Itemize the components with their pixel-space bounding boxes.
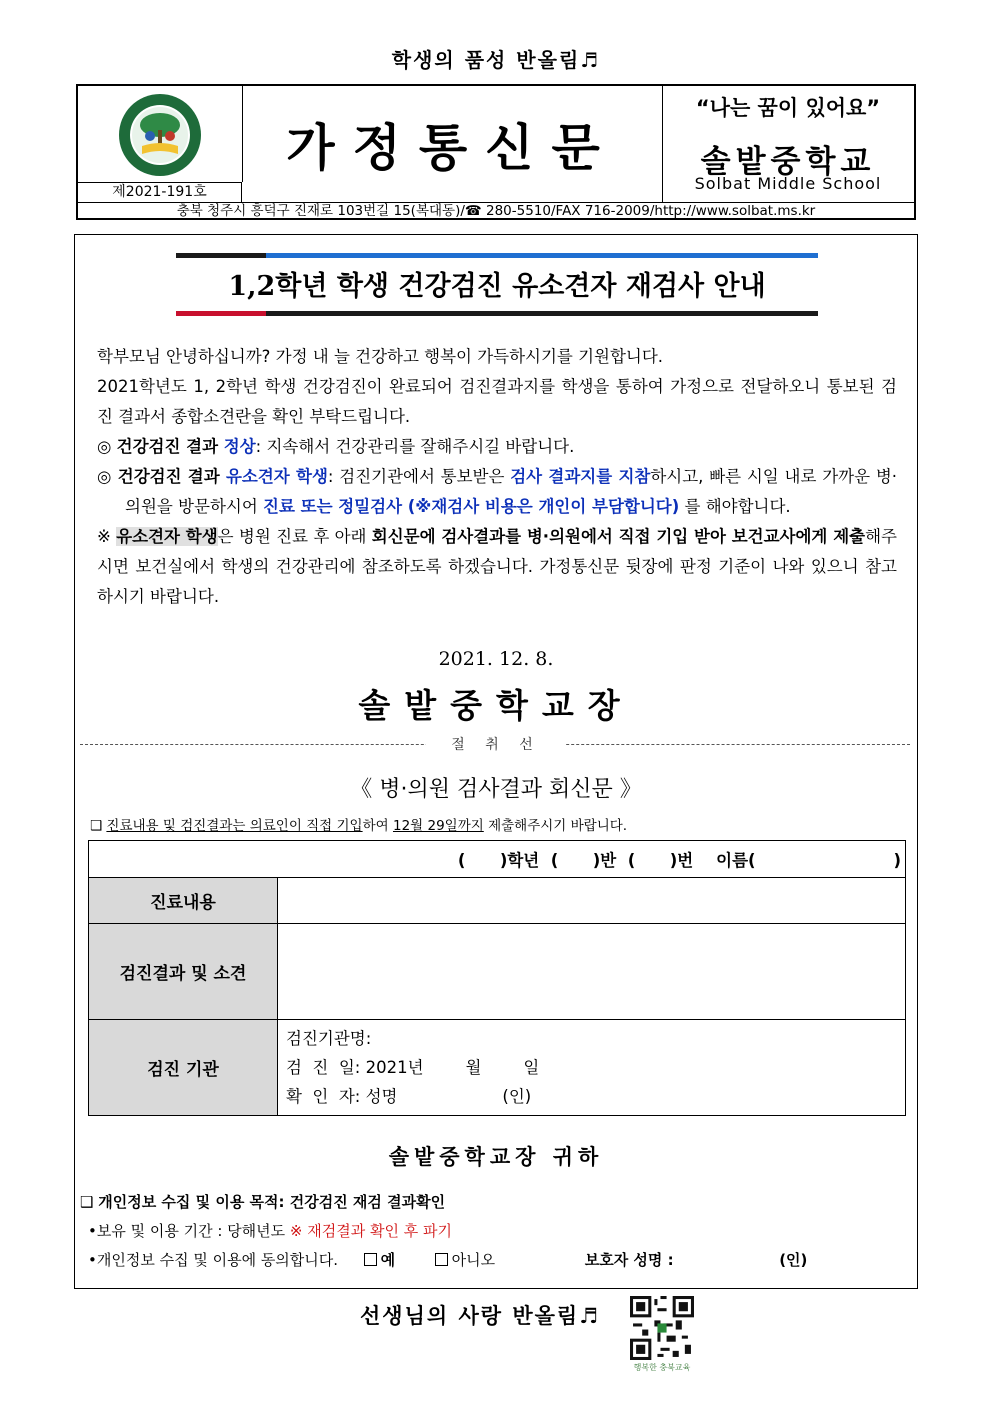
confirmer-line[interactable]: 확 인 자: 성명 (인)	[286, 1087, 532, 1106]
retention-note: ※ 재검결과 확인 후 파기	[289, 1222, 452, 1240]
school-name-english: Solbat Middle School	[694, 174, 882, 193]
qr-code-icon[interactable]	[630, 1296, 694, 1360]
logo-cell	[78, 86, 243, 200]
title-bar-dark-segment	[176, 253, 266, 258]
bullet-emphasis: 진료 또는 정밀검사 (※재검사 비용은 개인이 부담합니다)	[263, 497, 680, 516]
bullet-text: 하시고, 빠른 시일 내로 가까운 병·의원을 방문하시어	[125, 467, 897, 516]
document-title: 1,2학년 학생 건강검진 유소견자 재검사 안내	[228, 271, 766, 302]
newsletter-title: 가정통신문	[286, 118, 618, 177]
note-paragraph	[97, 522, 897, 612]
row-label-institution: 검진 기관	[89, 1020, 278, 1116]
bullet-text: : 지속해서 건강관리를 잘해주시길 바랍니다.	[255, 437, 575, 456]
bullet-keyword-abnormal: 유소견자 학생	[225, 467, 328, 486]
note-text: 해주시면 보건실에서 학생의 건강관리에 참조하도록 하겠습니다. 가정통신문 뒷장에 판정 기준이 나와 있으니 참고하시기 바랍니다.	[97, 527, 897, 606]
bullet-normal	[97, 432, 897, 462]
student-info-row[interactable]	[89, 841, 906, 878]
retention-label: •보유 및 이용 기간 : 당해년도	[88, 1222, 290, 1240]
letterhead	[76, 84, 916, 220]
bullet-label: 건강검진 결과	[117, 467, 226, 486]
qr-caption: 행복한 충북교육	[633, 1363, 691, 1372]
consent-label: •개인정보 수집 및 이용에 동의합니다.	[88, 1251, 339, 1269]
title-cell	[242, 86, 663, 202]
bullet-mark: ◎	[97, 437, 112, 456]
bullet-emphasis: 검사 결과지를 지참	[510, 467, 651, 486]
reply-form-title: 《 병·의원 검사결과 회신문 》	[350, 777, 642, 802]
issue-date: 2021. 12. 8.	[438, 648, 554, 670]
reply-form-table	[88, 840, 906, 1116]
greeting-paragraph: 학부모님 안녕하십니까? 가정 내 늘 건강하고 행복이 가득하시기를 기원합니다.	[97, 347, 664, 366]
school-cell	[662, 86, 914, 202]
bullet-keyword-normal: 정상	[223, 437, 256, 456]
consent-no-label: 아니오	[451, 1251, 496, 1269]
school-logo-icon	[112, 92, 208, 178]
note-bold: 회신문에 검사결과를 병·의원에서 직접 기입 받아 보건교사에게 제출	[371, 527, 866, 546]
intro-paragraph: 2021학년도 1, 2학년 학생 건강검진이 완료되어 검진결과지를 학생을 통하여 가정으로 전달하오니 통보된 검진 결과서 종합소견란을 확인 부탁드립니다.	[97, 377, 897, 426]
title-top-bar	[176, 253, 818, 258]
bullet-mark: ◎	[97, 467, 112, 486]
notice-text: 제출해주시기 바랍니다.	[483, 818, 628, 834]
top-slogan: 학생의 품성 반올림♬	[391, 48, 601, 72]
bullet-text: : 검진기관에서 통보받은	[327, 467, 511, 486]
institution-field[interactable]	[278, 1020, 906, 1116]
checkbox-icon: ❑	[80, 1193, 94, 1211]
school-name-korean: 솔밭중학교	[700, 144, 876, 180]
school-address: 충북 청주시 흥덕구 진재로 103번길 15(복대동)/☎ 280-5510/FAX 716-2009/http://www.solbat.ms.kr	[78, 202, 914, 221]
notice-text: 하여	[362, 818, 393, 834]
treatment-field[interactable]	[278, 878, 906, 924]
guardian-name-label: 보호자 성명 :	[584, 1251, 674, 1269]
privacy-heading: 개인정보 수집 및 이용 목적: 건강검진 재검 결과확인	[98, 1193, 446, 1211]
note-mark: ※	[97, 527, 117, 546]
bullet-text: 를 해야합니다.	[679, 497, 791, 516]
exam-date-line[interactable]: 검 진 일: 2021년 월 일	[286, 1058, 540, 1077]
letter-body	[97, 342, 897, 612]
note-text: 은 병원 진료 후 아래	[217, 527, 372, 546]
title-bar-red-segment	[176, 311, 266, 316]
bullet-abnormal	[97, 462, 897, 522]
bottom-slogan: 선생님의 사랑 반올림♬	[360, 1303, 601, 1328]
consent-yes-checkbox[interactable]	[364, 1253, 377, 1266]
student-info-fields[interactable]: ( )학년 ( )반 ( )번 이름( )	[457, 851, 901, 870]
notice-underlined: 진료내용 및 검진결과는 의료인이 직접 기입	[106, 818, 363, 834]
title-bar-blue-segment	[266, 253, 818, 258]
consent-no-checkbox[interactable]	[435, 1253, 448, 1266]
document-number: 제2021-191호	[78, 182, 242, 202]
school-motto: “나는 꿈이 있어요”	[695, 96, 881, 120]
notice-deadline: 12월 29일까지	[392, 818, 484, 834]
checkbox-icon: ❑	[90, 818, 103, 834]
row-label-result: 검진결과 및 소견	[89, 924, 278, 1020]
consent-yes-label: 예	[380, 1251, 396, 1269]
principal-signature: 솔밭중학교장	[358, 686, 634, 725]
consent-row	[80, 1246, 807, 1275]
addressee-line: 솔밭중학교장 귀하	[388, 1145, 604, 1169]
row-label-treatment: 진료내용	[89, 878, 278, 924]
result-field[interactable]	[278, 924, 906, 1020]
title-bar-dark-segment	[266, 311, 818, 316]
privacy-heading-row	[80, 1188, 807, 1217]
institution-name-line[interactable]: 검진기관명:	[286, 1029, 372, 1048]
retention-row	[80, 1217, 807, 1246]
cut-line-label: 절 취 선	[426, 734, 566, 754]
privacy-consent	[80, 1188, 807, 1275]
bullet-label: 건강검진 결과	[116, 437, 224, 456]
guardian-seal: (인)	[779, 1251, 808, 1269]
note-highlight: 유소견자 학생	[116, 527, 218, 546]
reply-notice	[90, 814, 627, 834]
title-bottom-bar	[176, 311, 818, 316]
